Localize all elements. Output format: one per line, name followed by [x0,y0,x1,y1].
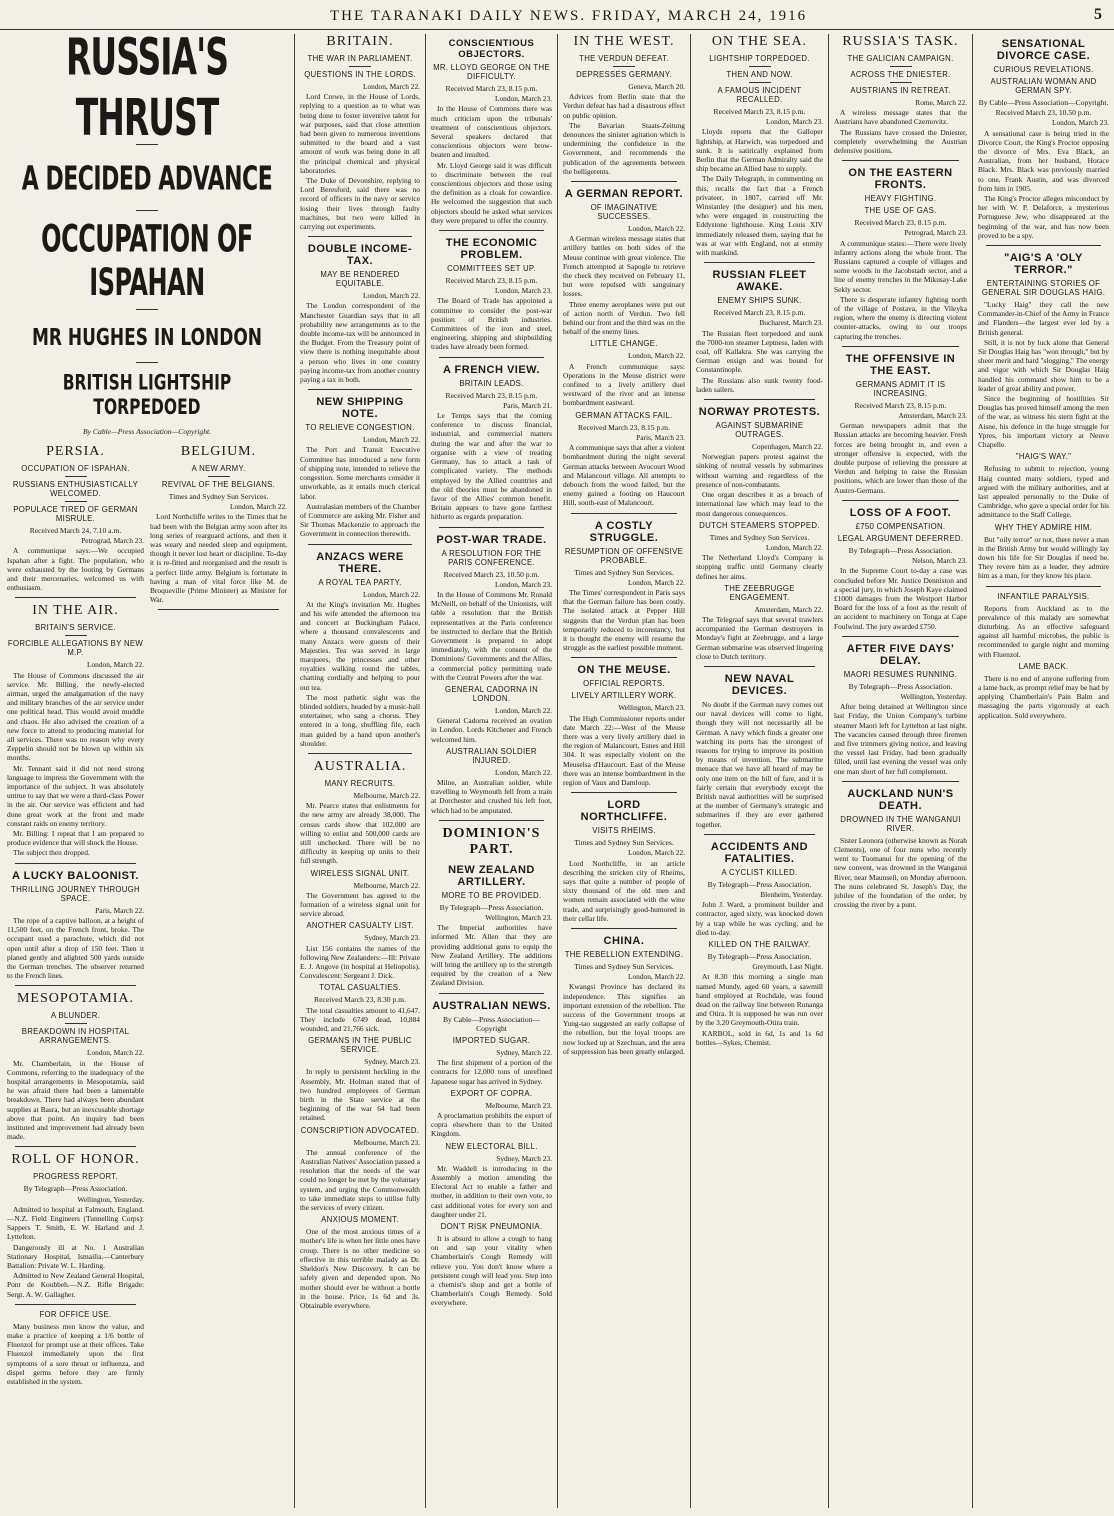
subheading: ANOTHER CASUALTY LIST. [306,921,414,931]
article-text: The Board of Trade has appointed a committee to consider the post-war position of British industries. Committees of the iron and steel, engineering, shipping and shipbuilding trades have already been formed. [431,296,552,352]
subheading: EXPORT OF COPRA. [450,1088,533,1098]
subheading: LITTLE CHANGE. [590,339,658,349]
article-text: The High Commissioner reports under date March 22:—West of the Meuse there was a very lively artillery duel in the region of Malancourt, Esnes and Hill 304. It was especially violent on the Meuselsa d'Haucourt. East of the Meuse there was an intense bombardment in the region of Vaux and Damloup. [563,713,685,787]
dateline: London, March 23. [765,117,823,127]
article-text: The Netherland Lloyd's Company is stopping traffic until Germany clearly defines her aims. [696,553,823,581]
byline: By Cable—Press Association—Copyright. [82,427,212,436]
section-heading: ACCIDENTS AND FATALITIES. [710,840,809,865]
dateline: Amsterdam, March 23. [898,411,967,421]
article-text: After being detained at Wellington since last Friday, the Union Company's turbine steamer Maori left for Lyttelton at last night. The vacancies caused through three firemen and five trimmers giving notice, and leaving the vessel last Friday, had been gradually filled, until last evening the vessel was only one man short of her full complement. [834,702,967,776]
article-text: The rope of a captive balloon, at a height of 11,500 feet, on the French front, broke. The occupant used a parachute, which did not open until after a drop of 150 feet. Then it planed gently and alighted 500 yards outside the German trenches. The observer returned to the French lines. [7,915,144,981]
column-rule [425,34,426,1508]
section-heading: A COSTLY STRUGGLE. [589,519,659,544]
subheading: GENERAL CADORNA IN LONDON. [444,684,539,703]
dateline: Amsterdam, March 22. [754,604,823,614]
subheading: THE WAR IN PARLIAMENT. [307,54,413,63]
article-text: But "oily terror" or not, there never a man in the British Army but would willingly lay down his life for Sir Douglas if need be. They revere him as a leader, they admire him as a man, for they know his place. [978,534,1109,581]
dateline: London, March 22. [627,972,685,982]
section-heading: PERSIA. [46,444,105,459]
dateline: Melbourne, March 23. [485,1100,552,1110]
article-text: Lloyds reports that the Galloper lightship, at Harwich, was torpedoed and sunk. It is satirically explained from Berlin that the German Admiralty said the ship became an Allied base to supply. [696,127,823,174]
section-heading: AFTER FIVE DAYS' DELAY. [846,642,955,667]
dateline: London, March 22. [362,82,420,91]
headline-advance: A DECIDED ADVANCE [21,160,273,199]
byline: By Cable—Press Association—Copyright [442,1014,541,1033]
article-text: In the House of Commons Mr. Ronald McNeill, on behalf of the Unionists, will table a resolution that the British representatives at the Paris conference be instructed to declare that the British Government is prepared to adopt immediately, with the consent of the Dominions' Governments and the Allies, a commercial policy permitting trade with the Central Powers after the war. [431,589,552,682]
article-text: In the House of Commons there was much criticism upon the tribunals' treatment of conscientious objectors. Several speakers declared that conscientious objectors were brow-beaten and insulted. [431,104,552,160]
article-text: The total casualties amount to 41,647. They include 6749 dead, 10,884 wounded, and 21,766 sick. [300,1005,420,1034]
section-heading: ON THE MEUSE. [577,664,671,677]
dateline: Sydney, March 23. [364,1057,420,1067]
subheading: LEGAL ARGUMENT DEFERRED. [837,533,964,543]
received-line: Received March 23, 8.15 p.m. [713,107,806,116]
subheading: CURIOUS REVELATIONS. [993,65,1094,74]
article-text: Still, it is not by luck alone that General Sir Douglas Haig has "won through," but by sheer merit and hard "slogging." The energy and vigor with which Sir Douglas Haig handled his command show him to be a leader of great ability and power. [978,337,1109,393]
section-heading: POST-WAR TRADE. [436,533,547,546]
dateline: London, March 22. [86,1048,144,1058]
section-heading: A LUCKY BALOONIST. [12,869,139,882]
article-text: At the King's invitation Mr. Hughes and his wife attended the afternoon tea and concert at Buckingham Palace, where a thousand convalescents and many Anzacs were guests of their Majesties. Tea was served in large marquees, the princesses and other royalties walking round the tables, chatting cordially and helping to pour out tea. [300,599,420,692]
section-heading: ROLL OF HONOR. [11,1152,140,1168]
received-line: By Telegraph—Press Association. [848,681,953,691]
dateline: London, March 23. [1051,118,1109,128]
column-3 [428,32,555,1510]
subheading: A CYCLIST KILLED. [721,867,798,877]
article-text: Since the beginning of hostilities Sir Douglas has proved himself among the men of the war, as witness his stern fight at the Aisne, his defence in the huge struggle for Ypres, his important victory at Neuve Chapelle. [978,394,1109,450]
section-heading: NEW SHIPPING NOTE. [316,396,404,421]
subheading: ENTERTAINING STORIES OF GENERAL SIR DOUGLAS HAIG. [981,279,1106,298]
dateline: London, March 22. [229,502,287,512]
subheading: THEN AND NOW. [726,70,793,79]
subheading: DROWNED IN THE WANGANUI RIVER. [840,814,961,833]
section-heading: IN THE AIR. [32,603,119,619]
section-heading: ON THE SEA. [711,34,808,49]
dateline: Paris, March 22. [95,905,144,915]
dateline: Paris, March 21. [503,400,552,410]
subheading: "HAIG'S WAY." [1015,452,1072,462]
article-text: The King's Proctor alleges misconduct by her with W. P. Delaforce, a mysterious Portuguese Jew, who disappeared at the beginning of the war, and has now been proved to be a spy. [978,194,1109,240]
section-heading: NEW NAVAL DEVICES. [724,672,795,697]
article-text: No doubt if the German navy comes out our naval devices will come to light, though they will not necessarily all be German. A navy which finds a greater one watching its ports has the strongest of reasons for trying to improve its position by means of invention. The submarine menace that we have all heard of may be only one item on the bill of fare, and it is fairly certain that everybody except the British naval authorities will be surprised at the number of Germany's strategic and submarines if they are ever gathered together. [696,699,823,829]
subheading: DON'T RISK PNEUMONIA. [440,1222,543,1232]
article-text: Kwangsi Province has declared its independence. This signifies an important extension of the rebellion. The success of the Government troops at Yung-tao suggested an early collapse of the rebellion, but the loyal troops are now locked up at Szechuan, and the area of suppression has been greatly enlarged. [563,982,685,1056]
article-text: Mr. Chamberlain, in the House of Commons, referring to the inadequacy of the hospital arrangements in Mesopotamia, said he was afraid there had been a lamentable breakdown. There had always been abundant supplies at Basra, but an inexcusable shortage above that point. An inquiry had been instituted and improvement had already been made. [7,1058,144,1142]
received-line: By Telegraph—Press Association. [23,1184,128,1194]
article-text: The most pathetic sight was the blinded soldiers, headed by a music-hall entertainer, who sang a chorus. They entered in a long, shuffling file, each man guided by a hand upon another's shoulder. [300,692,420,748]
dateline: Geneva, March 20. [628,82,685,91]
section-heading: LORD NORTHCLIFFE. [580,799,668,824]
subheading: BREAKDOWN IN HOSPITAL ARRANGEMENTS. [21,1027,130,1046]
subheading: IMPORTED SUGAR. [452,1036,531,1046]
subheading: OFFICIAL REPORTS. [583,679,665,689]
subheading: THE ZEEBRUGGE ENGAGEMENT. [724,583,795,602]
article-text: German newspapers admit that the Russian attacks are becoming heavier. Fresh forces are being brought in, and even a stronger offensive is expected, with the double purpose of relieving the pressure at Verdun and helping to raise the Russian positions, which are lower than those of the Austro-Germans. [834,421,967,495]
article-text: Mr. Waddell is introducing in the Assembly a motion amending the Electoral Act to enable a father and mother, in addition to their own vote, to cast additional votes for every son and daughter under 21. [431,1163,552,1219]
received-line: Received March 23, 8.30 p.m. [314,995,406,1005]
subheading: MAY BE RENDERED EQUITABLE. [320,270,400,289]
section-heading: BRITAIN. [326,34,394,49]
section-heading: NORWAY PROTESTS. [698,406,821,419]
received-line: Received March 24, 7.10 a.m. [29,526,122,535]
subheading: A RESOLUTION FOR THE PARIS CONFERENCE. [441,548,542,567]
received-line: Received March 23, 8.15 p.m. [445,276,538,286]
received-line: By Telegraph—Press Association. [439,902,544,912]
received-line: Received March 23, 8.15 p.m. [854,218,947,228]
received-line: Received March 23, 8.15 p.m. [854,400,947,410]
subheading: PROGRESS REPORT. [33,1172,118,1182]
article-text: A wireless message states that the Austrians have abandoned Czernovitz. [834,108,967,127]
article-text: A communique says that after a violent bombardment during the night several German attacks between Avocourt Wood and Malancourt village. All attempts to debouch from the wood failed, but the enemy gained a footing on Haucourt Hill, south-east of Malancourt. [563,443,685,508]
subheading: AUSTRALIAN WOMAN AND GERMAN SPY. [990,77,1097,95]
subheading: MANY RECRUITS. [324,778,396,788]
dateline: Rome, March 22. [915,98,967,107]
subheading: LAME BACK. [1018,661,1069,671]
subheading: REVIVAL OF THE BELGIANS. [161,480,276,489]
dateline: Bucharest, March 23. [759,318,823,328]
section-heading: DOUBLE INCOME-TAX. [307,243,413,268]
subheading: WHY THEY ADMIRE HIM. [994,522,1093,532]
masthead [0,0,1114,30]
dateline: London, March 22. [362,435,420,445]
headline-lightship: BRITISH LIGHTSHIP TORPEDOED [62,370,232,420]
column-rule [828,34,829,1508]
article-text: A communique states:—There were lively infantry actions along the whole front. The Russians captured a couple of villages and some woods in the Jacobstadt sector, and a line of enemy trenches in the Mikusay-Lake Sekly sector. [834,238,967,294]
subheading: BRITAIN'S SERVICE. [35,623,116,633]
dateline: Wellington, Yesterday. [900,691,967,701]
subcolumn-left [7,442,144,1387]
article-text: Mr. Lloyd George said it was difficult to discriminate between the real conscientious objectors and those using the definition as a cloak for cowardice. He welcomed the suggestion that such objectors should be asked what services they were prepared to offer the country. [431,160,552,225]
section-heading: CONSCIENTIOUS OBJECTORS. [448,38,535,60]
dateline: Sydney, March 22. [496,1048,552,1058]
section-heading: LOSS OF A FOOT. [849,506,952,519]
article-text: The Russians have crossed the Dniester, completely overwhelming the Austrian defensive positions. [834,127,967,156]
subheading: WIRELESS SIGNAL UNIT. [310,868,410,878]
dateline: Greymouth, Last Night. [752,962,823,972]
article-text: A proclamation prohibits the export of copra elsewhere than to the United Kingdom. [431,1111,552,1139]
byline: By Cable—Press Association—Copyright. [978,98,1109,107]
dateline: Paris, March 23. [636,432,685,442]
subheading: INFANTILE PARALYSIS. [997,591,1090,601]
article-text: List 156 contains the names of the following New Zealanders:—Ill: Private E. J. Angove (in hospital at Heliopolis). Convalescent: Sergeant J. Dick. [300,943,420,981]
column-rule [690,34,691,1508]
dateline: London, March 22. [765,542,823,552]
subheading: HEAVY FIGHTING. [864,194,937,204]
subcolumn-right [150,442,287,1387]
dateline: Melbourne, March 23. [353,1137,420,1147]
main-headline: RUSSIA'S THRUST [66,32,228,148]
section-heading: RUSSIAN FLEET AWAKE. [712,269,807,294]
article-text: The House of Commons discussed the air service. Mr. Billing, the newly-elected airman, urged the amalgamation of the navy and military branches of the air service under one political head. This would avoid muddle and chaos. He also advised the creation of a new force to attend to producing material for all services. There was no reason why every Zeppelin should not be blown up within six months. [7,670,144,763]
article-text: A sensational case is being tried in the Divorce Court, the King's Proctor opposing the divorce of Mrs. Eva Black, an Australian, from her husband, Horace Black. Mrs. Black was previously married to one, Frank Austin, and was divorced from him in 1905. [978,128,1109,193]
received-line: Times and Sydney Sun Services. [574,962,674,971]
subheading: THE GALICIAN CAMPAIGN. [847,54,954,63]
subheading: DEPRESSES GERMANY. [576,70,672,79]
advert-text: KARBOL, sold in 6d, 1s and 1s 6d bottles—Sykes, Chemist. [696,1028,823,1047]
subheading: RESUMPTION OF OFFENSIVE PROBABLE. [564,546,684,565]
section-heading: AUSTRALIA. [313,758,407,774]
article-text: In reply to persistent heckling in the Assembly, Mr. Holman stated that of two hundred employees of German birth in the State service at the beginning of the war 64 had been retained. [300,1067,420,1123]
subheading: GERMANS IN THE PUBLIC SERVICE. [308,1036,412,1055]
subheading: COMMITTEES SET UP. [447,264,536,274]
subheading: GERMAN ATTACKS FAIL. [575,410,673,420]
subheading: BRITAIN LEADS. [459,378,524,388]
column-rule [972,34,973,1508]
headline-ispahan: OCCUPATION OF ISPAHAN [41,217,253,305]
column-rule [557,34,558,1508]
article-text: Three enemy aeroplanes were put out of action north of Verdun. Two fell behind our front and the third was on the behalf of the enemy lines. [563,299,685,337]
article-text: The Port and Transit Executive Committee has introduced a new form of shipping note, intended to relieve the congestion. Some merchants consider it unworkable, as it entails much clerical labor. [300,445,420,501]
dateline: London, March 23. [494,94,552,104]
article-text: "Lucky Haig" they call the new Commander-in-Chief of the Army in France and Flanders—the largest ever led by a British general. [978,300,1109,337]
dateline: Melbourne, March 22. [353,880,420,890]
dateline: London, March 23. [494,579,552,589]
article-text: Sister Leonora (otherwise known as Norah Clements), one of four nuns who recently went to Tuomanui for the opening of the new convent, was drowned in the Wanganui River, near Maunsell, on Monday afternoon. The nuns celebrated St. Joseph's Day, the jubilee of the foundation of the order, by crossing the river by a punt. [834,835,967,910]
subheading: A ROYAL TEA PARTY. [318,577,402,587]
article-text: John J. Ward, a prominent builder and contractor, aged sixty, was knocked down by a trap while he was cycling, and he died to-day. [696,900,823,937]
article-text: A communique says:—We occupied Ispahan after a fight. The population, who were exhausted by the looting by Germans and their mercenaries, welcomed us with enthusiasm. [7,546,144,593]
subheading: FORCIBLE ALLEGATIONS BY NEW M.P. [7,639,144,658]
received-line: Times and Sydney Sun Services. [574,838,674,848]
section-heading: RUSSIA'S TASK. [842,34,959,49]
subheading: OF IMAGINATIVE SUCCESSES. [590,203,658,222]
article-text: The Times' correspondent in Paris says that the German failure has been costly. The isolated attack at Pepper Hill suggests that the Verdun plan has been temporarily reduced to inconstancy, but it is thought the enemy will resume the struggle as the earliest possible moment. [563,587,685,653]
section-heading: ANZACS WERE THERE. [316,550,404,575]
subheading: LIGHTSHIP TORPEDOED. [709,54,810,63]
article-text: The London correspondent of the Manchester Guardian says that in all probability new arrangements as to the double income-tax will be announced in the Budget. From the Treasury point of view there is nothing inequitable about a person who lives in one country paying income-tax from another country paying a tax in both. [300,301,420,385]
subheading: RUSSIANS ENTHUSIASTICALLY WELCOMED. [12,480,139,498]
section-heading: MESOPOTAMIA. [16,991,135,1007]
dateline: London, March 22. [627,848,685,858]
subheading: QUESTIONS IN THE LORDS. [304,70,416,79]
article-text: Admitted to New Zealand General Hospital, Pont de Koubbeh.—N.Z. Rifle Brigade: Sergt. A. W. Gallagher. [7,1271,144,1299]
article-text: Mr. Tennant said it did not need strong language to impress the Government with the importance of the subject. It was absolutely untrue to say that we were a third-class Power in the air. Our service was efficient and had done great work at the front and made constant raids on enemy territory. [7,763,144,828]
section-heading: AUSTRALIAN NEWS. [432,999,551,1012]
dateline: Wellington, March 23. [485,912,552,922]
dateline: Wellington, March 23. [618,703,685,713]
subheading: DUTCH STEAMERS STOPPED. [699,520,820,530]
dateline: Petrograd, March 23. [81,536,144,546]
column-rule [294,34,295,1508]
subheading: OCCUPATION OF ISPAHAN. [21,464,130,473]
received-line: Received March 23, 10.50 p.m. [443,569,540,579]
section-heading: THE ECONOMIC PROBLEM. [445,237,538,262]
section-heading: ON THE EASTERN FRONTS. [848,167,953,192]
section-heading: DOMINION'S PART. [442,825,541,857]
dateline: Melbourne, March 22. [353,790,420,800]
dateline: London, March 22. [627,577,685,587]
article-text: Advices from Berlin state that the Verdun defeat has had a disastrous effect on public opinion. [563,92,685,120]
subheading: AGAINST SUBMARINE OUTRAGES. [715,421,804,440]
subheading: THE USE OF GAS. [864,206,937,216]
dateline: London, March 22. [494,767,552,777]
headline-hughes: MR HUGHES IN LONDON [31,324,263,352]
subheading: VISITS RHEIMS. [592,826,656,836]
subheading: TOTAL CASUALTIES. [319,983,401,993]
newspaper-title: THE TARANAKI DAILY NEWS. FRIDAY, MARCH 24, 1916 [330,8,808,24]
article-text: At 8.30 this morning a single man named Mundy, aged 60 years, a sawmill hand employed at Rochdale, was found dead on the railway line between Runanga and Otira. It is supposed he was run over by the 3.20 Greymouth-Otira train. [696,972,823,1028]
column-1 [4,32,290,1510]
article-text: The Imperial authorities have informed Mr. Allen that they are providing additional guns to equip the New Zealand Artillery. The additions will bring the artillery up to the strength required by the creation of a New Zealand Division. [431,923,552,988]
advert-text: There is no end of anyone suffering from a lame back, as prompt relief may be had by applying Chamberlain's Pain Balm and massaging the parts vigorously at each application. Sold everywhere. [978,673,1109,720]
dateline: London, March 22. [627,224,685,234]
subheading: NEW ELECTORAL BILL. [445,1141,538,1151]
dateline: Wellington, Yesterday. [77,1194,144,1204]
subheading: GERMANS ADMIT IT IS INCREASING. [855,379,946,398]
article-text: The first shipment of a portion of the contracts for 12,000 tons of unrefined Japanese sugar has arrived in Sydney. [431,1058,552,1086]
article-text: The subject then dropped. [13,848,90,858]
article-text: The Government has agreed to the formation of a wireless signal unit for service abroad. [300,890,420,919]
subheading: THE VERDUN DEFEAT. [579,54,669,63]
article-text: A French communique says: Operations in the Meuse district were confined to a lively artillery duel westward of the river and an intense bombardment eastward. [563,361,685,408]
subheading: ANXIOUS MOMENT. [321,1215,399,1225]
article-text: A German wireless message states that artillery battles on both sides of the Meuse continue with great violence. The French attempted at Sapogle to retrieve the check they received on February 11, but were repulsed with sanguinary losses. [563,234,685,299]
advert-text: Reports from Auckland as to the prevalence of this malady are somewhat disturbing. As an effective safeguard against all harmful microbes, the public is recommended to gargle night and morning with Fluenzol. [978,603,1109,659]
article-text: The annual conference of the Australian Natives' Association passed a resolution that the needs of the war could no longer be met by the voluntary system, and urging the Commonwealth to take immediate steps to utilise fully the services of every citizen. [300,1147,420,1213]
received-line: Times and Sydney Sun Services. [168,492,269,501]
section-heading: CHINA. [603,935,645,947]
section-heading: A FRENCH VIEW. [442,363,541,376]
subheading: A FAMOUS INCIDENT RECALLED. [717,86,802,104]
subheading: THE REBELLION EXTENDING. [564,950,684,959]
article-text: There is desperate infantry fighting north of the village of Postava, in the Vileyka region, where the enemy is directing violent counter-attacks, owing to our troops capturing the trenches. [834,294,967,341]
article-text: The Duke of Devonshire, replying to Lord Beresford, said there was no record of officers in the navy or service losing their lives through faulty machines, but two were killed in carrying out experiments. [300,176,420,232]
subheading: LIVELY ARTILLERY WORK. [571,691,677,701]
dateline: London, March 22. [362,589,420,599]
subheading: ACROSS THE DNIESTER. [850,70,951,79]
dateline: London, March 22. [86,660,144,670]
article-text: In the Supreme Court to-day a case was concluded before Mr. Justice Denniston and a special jury, in which Joseph Kaye claimed £1000 damages from the Westport Harbor Board for the loss of a foot as the result of an accident to machinery on Tonga at Cape Foulwind. The jury awarded £750. [834,566,967,631]
dateline: London, March 22. [362,291,420,301]
dateline: London, March 22. [494,705,552,715]
subheading: AUSTRALIAN SOLDIER INJURED. [446,746,537,765]
article-text: Lord Northcliffe, in an article describing the stricken city of Rheims, says that quite a number of people of sixty thousand of the old men and women remain associated with the wine trade, and surprisingly good-humored in their cellar life. [563,858,685,923]
received-line: Times and Sydney Sun Services. [709,532,810,542]
section-heading: BELGIUM. [180,444,257,459]
section-heading: "AIG'S A 'OLY TERROR." [1004,252,1083,277]
article-text: The Bavarian Staats-Zeitung denounces the sinister agitation which is undermining the confidence in the Government, and recommends the publication of the agreements between the belligerents. [563,120,685,176]
article-text: One of the most anxious times of a mother's life is when her little ones have croup. There is no other medicine so effective in this terrible malady as Dr. Sheldon's New Discovery. It can be safely given and depended upon. No mother should ever be without a bottle in the house. Price, 1s 6d and 3s. Obtainable everywhere. [300,1227,420,1310]
article-text: Milne, an Australian soldier, while travelling to Weymouth fell from a train at Dorchester and crushed his left foot, which had to be amputated. [431,777,552,815]
subheading: MAORI RESUMES RUNNING. [843,669,958,679]
article-text: Australasian members of the Chamber of Commerce are asking Mr. Fisher and Sir Thomas Mackenzie to approach the Government in connection therewith. [300,501,420,539]
dateline: Petrograd, March 23. [904,228,967,238]
article-text: The Telegraaf says that several trawlers accompanied the German destroyers in Monday's fight at Zeebrugge, and a large German submarine was observed lingering close to Dutch territory. [696,614,823,661]
subheading: KILLED ON THE RAILWAY. [708,940,811,949]
advert-text: Many business men know the value, and make a practice of keeping a 1/6 bottle of Fluenzol for prompt use at their offices. Take Fluenzol immediately upon the first symptoms of a sore throat or influenza, and dispel germs before they are firmly established in the system. [7,1321,144,1386]
received-line: Received March 23, 10.50 p.m. [995,108,1092,118]
received-line: Received March 23, 8.15 p.m. [445,84,538,93]
article-text: The Russian fleet torpedoed and sunk the 7000-ton steamer Leptness, laden with coal, off Kallakra. She was carrying the German ensign and was bound for Constantinople. [696,328,823,375]
received-line: Received March 23, 8.15 p.m. [445,390,538,400]
article-text: Mr. Pearce states that enlistments for the new army are already 38,000. The census cards show that 102,000 are willing to enlist and 500,000 cards are still unchecked. There will be no difficulty in keeping up units to their full strength. [300,801,420,866]
section-heading: A GERMAN REPORT. [564,188,684,201]
subheading: MR. LLOYD GEORGE ON THE DIFFICULTY. [433,63,550,81]
article-text: The Daily Telegraph, in commenting on this, recalls the fact that a French privateer, in 1807, carried off Mr. Winstanley (the designer) and his men, who were engaged in constructing the Eddystone lighthouse. King Louis XIV immediately released them, saying that he was at war with England, not at enmity with mankind. [696,174,823,258]
article-text: Lord Northcliffe writes to the Times that he had been with the Belgian army soon after its long series of rearguard actions, and then it was weary and needed sleep and equipment, though it never lost heart or discipline. To-day it is re-fitted and reorganised and the result is a perfect little army. Belgium is fortunate in having a man of vital force like M. de Broqueville (Prime Minister) as Minister for War. [150,512,287,605]
page-number: 5 [1094,6,1102,23]
dateline: Copenhagen, March 22. [751,442,823,452]
article-text: One organ describes it as a breach of international law which may lead to the most dangerous consequences. [696,490,823,518]
article-text: Dangerously ill at No. 1 Australian Stationary Hospital, Ismailia.—Canterbury Battalion: Private W. L. Harding. [7,1242,144,1270]
article-text: Norwegian papers protest against the sinking of neutral vessels by submarines without warning and regardless of the presence of non-combatants. [696,452,823,489]
subheading: ENEMY SHIPS SUNK. [717,296,802,306]
article-text: The Russians also sunk twenty food-laden sailers. [696,375,823,394]
article-text: Admitted to hospital at Falmouth, England.—N.Z. Field Engineers (Tunnelling Corps): Sappers T. Smith, E. W. Harland and J. Lyttelton. [7,1204,144,1242]
column-2 [297,32,423,1510]
column-5 [693,32,826,1510]
article-text: Refusing to submit to rejection, young Haig counted many soldiers, typed and argued with the military authorities, and at last appealed personally to the Duke of Cambridge, who gave a special order for his admittance to the Staff College. [978,464,1109,520]
column-4 [560,32,688,1510]
received-line: Received March 23, 8.15 p.m. [578,422,670,432]
section-heading: AUCKLAND NUN'S DEATH. [847,787,954,812]
article-text: Mr. Billing: I repeat that I am prepared to produce evidence that will shock the House. [7,829,144,848]
dateline: London, March 22. [627,351,685,361]
subheading: AUSTRIANS IN RETREAT. [850,86,951,95]
article-text: Le Temps says that the coming conference to discuss financial, industrial, and commercial matters during the war and after the war to organise with a view of treating Germany, has to attack a task of complicated variety. The methods employed by the Allied countries and the old theories must be abandoned in favor of the Allies' common benefit. Britain appears to have gone farthest hitherto as regards preparation. [431,411,552,522]
subheading: A NEW ARMY. [191,464,246,473]
section-heading: IN THE WEST. [573,34,675,49]
article-text: It is absurd to allow a cough to hang on and sap your vitality when Chamberlain's Cough Remedy will relieve you. You don't know where a persistent cough will lead you. Step into a chemist's shop and get a bottle of Chamberlain's Cough Remedy. Sold everywhere. [431,1234,552,1308]
article-text: Lord Crewe, in the House of Lords, replying to a question as to what was being done to foster inventive talent for war purposes, said that close attention had been given to numerous inventions submitted to the board and a vast amount of work was being done in all the principal chemical and physical laboratories. [300,92,420,175]
column-7 [975,32,1112,1510]
section-heading: SENSATIONAL DIVORCE CASE. [996,38,1091,62]
received-line: By Telegraph—Press Association. [848,545,953,555]
subheading: MORE TO BE PROVIDED. [441,890,542,900]
subheading: A BLUNDER. [50,1011,101,1021]
dateline: London, March 23. [494,286,552,296]
subheading: TO RELIEVE CONGESTION. [305,423,415,433]
section-heading: NEW ZEALAND ARTILLERY. [448,863,535,888]
dateline: Sydney, March 23. [496,1153,552,1163]
dateline: Nelson, March 23. [911,556,967,566]
section-heading: THE OFFENSIVE IN THE EAST. [845,352,956,377]
article-text: General Cadorna received an ovation in London. Lords Kitchener and French welcomed him. [431,716,552,744]
received-line: By Telegraph—Press Association. [707,952,812,961]
received-line: Received March 23, 8.15 p.m. [713,308,806,318]
subheading: POPULACE TIRED OF GERMAN MISRULE. [13,505,138,523]
split-columns [7,442,287,1387]
column-6 [831,32,970,1510]
advert-heading: FOR OFFICE USE. [39,1309,112,1319]
received-line: By Telegraph—Press Association. [707,879,812,889]
dateline: Sydney, March 23. [364,933,420,943]
subheading: CONSCRIPTION ADVOCATED. [300,1125,420,1135]
dateline: Blenheim, Yesterday. [760,889,823,899]
subheading: THRILLING JOURNEY THROUGH SPACE. [11,884,140,903]
subheading: £750 COMPENSATION. [855,521,946,531]
received-line: Times and Sydney Sun Services. [574,567,674,577]
